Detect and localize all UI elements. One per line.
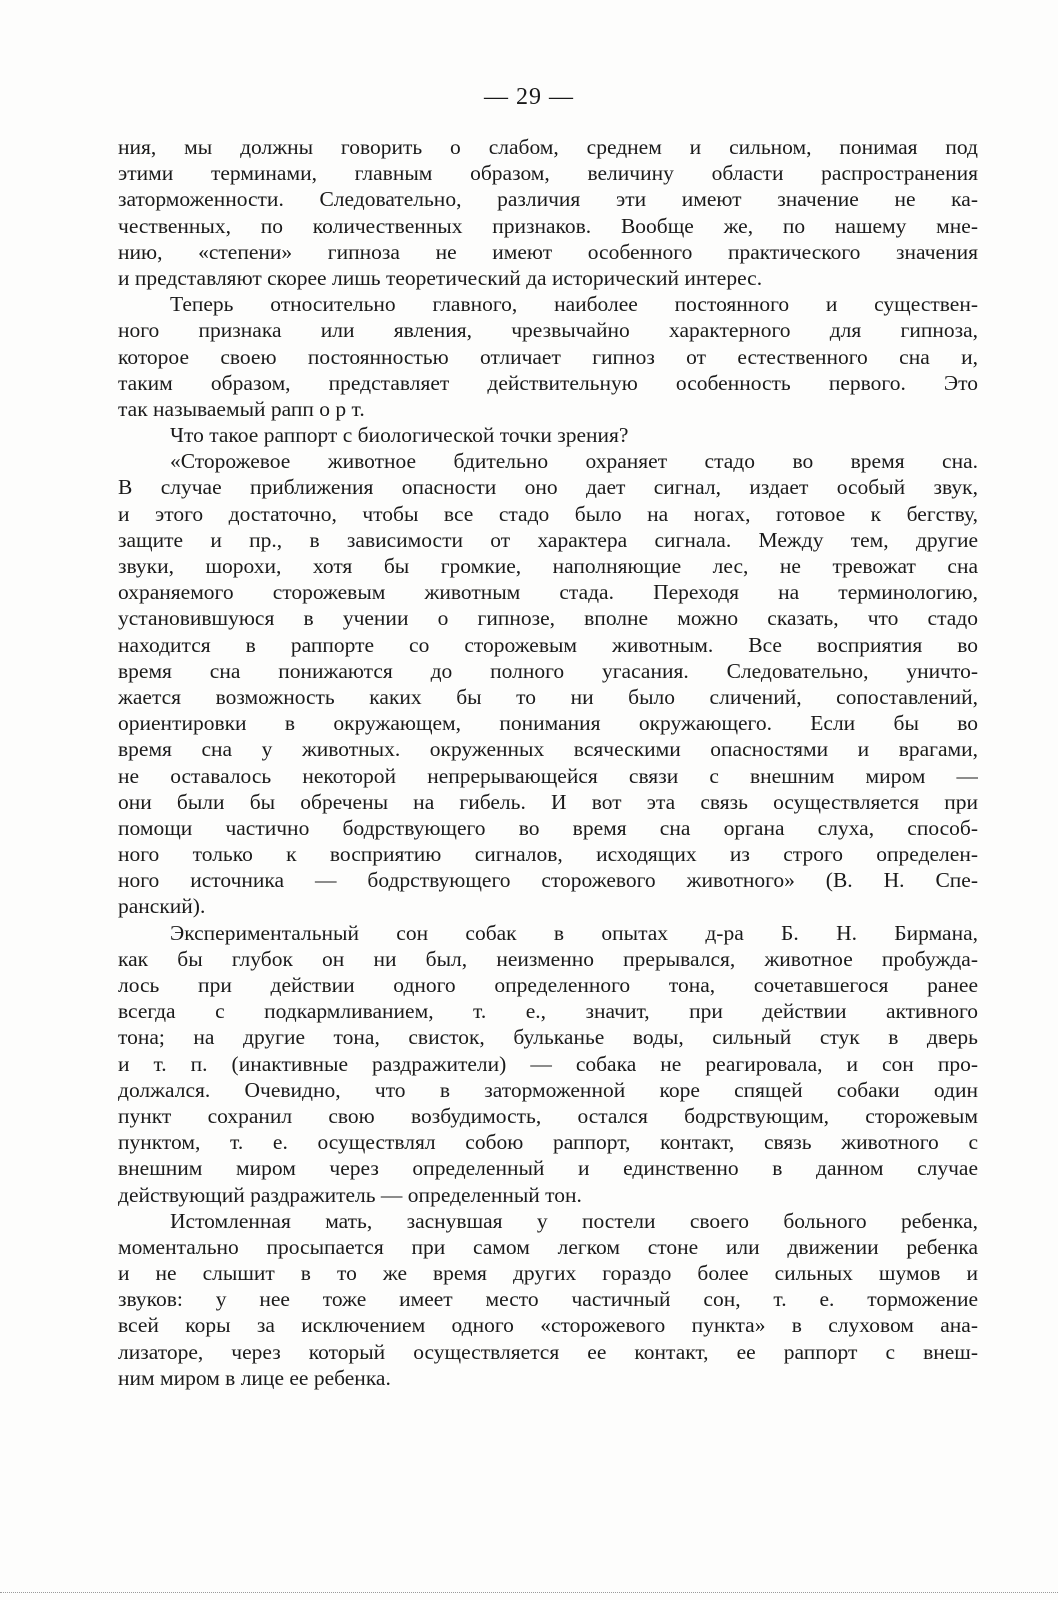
text-line: заторможенности. Следовательно, различия эти имеют значение не ка- [118, 187, 978, 212]
text-line: и т. п. (инактивные раздражители) — собака не реагировала, и сон про- [118, 1051, 978, 1076]
text-line: моментально просыпается при самом легком стоне или движении ребенка [118, 1234, 978, 1259]
text-line: звуки, шорохи, хотя бы громкие, наполняющие лес, не тревожат сна [118, 554, 978, 578]
text-line: В случае приближения опасности оно дает сигнал, издает особый звук, [118, 475, 978, 500]
text-line: действующий раздражитель — определенный тон. [118, 1182, 582, 1207]
bottom-edge-rule [0, 1592, 1058, 1594]
text-line: всей коры за исключением одного «сторожевого пункта» в слуховом ана- [118, 1313, 978, 1338]
body-text [118, 134, 978, 1391]
text-line: чественных, по количественных признаков. Вообще же, по нашему мне- [118, 213, 978, 238]
text-line: находится в раппорте со сторожевым животным. Все восприятия во [118, 632, 978, 657]
text-line: должался. Очевидно, что в заторможенной коре спящей собаки один [118, 1077, 978, 1102]
text-line: таким образом, представляет действительную особенность первого. Это [118, 370, 978, 395]
text-line: ориентировки в окружающем, понимания окружающего. Если бы во [118, 711, 978, 736]
text-line: лизаторе, через который осуществляется ее контакт, ее раппорт с внеш- [118, 1339, 978, 1364]
text-line: время сна у животных. окруженных всяческими опасностями и врагами, [118, 737, 978, 762]
text-line: ния, мы должны говорить о слабом, среднем и сильном, понимая под [118, 135, 978, 159]
text-line: помощи частично бодрствующего во время сна органа слуха, способ- [118, 815, 978, 840]
text-line: всегда с подкармливанием, т. е., значит, при действии активного [118, 999, 978, 1024]
text-line: и представляют скорее лишь теоретический да исторический интерес. [118, 265, 763, 290]
text-line: и не слышит в то же время других гораздо более сильных шумов и [118, 1261, 978, 1286]
text-line: «Сторожевое животное бдительно охраняет стадо во время сна. [170, 449, 978, 474]
text-line: ного только к восприятию сигналов, исходящих из строго определен- [118, 842, 978, 867]
text-line: тона; на другие тона, свисток, бульканье воды, сильный стук в дверь [118, 1025, 978, 1050]
text-line: звуков: у нее тоже имеет место частичный сон, т. е. торможение [118, 1287, 978, 1312]
text-line: установившуюся в учении о гипнозе, вполне можно сказать, что стадо [118, 606, 978, 631]
text-line: внешним миром через определенный и единственно в данном случае [118, 1156, 978, 1181]
text-line: этими терминами, главным образом, величину области распространения [118, 161, 978, 186]
text-line: охраняемого сторожевым животным стада. Переходя на терминологию, [118, 580, 978, 605]
text-line: и этого достаточно, чтобы все стадо было на ногах, готовое к бегству, [118, 501, 978, 526]
text-line: ного признака или явления, чрезвычайно характерного для гипноза, [118, 318, 978, 343]
text-line: Теперь относительно главного, наиболее постоянного и существен- [170, 292, 978, 317]
text-line: пункт сохранил свою возбудимость, остался бодрствующим, сторожевым [118, 1103, 978, 1128]
text-line: пунктом, т. е. осуществлял собою раппорт, контакт, связь животного с [118, 1130, 978, 1155]
text-line: ного источника — бодрствующего сторожевого животного» (В. Н. Спе- [118, 868, 978, 893]
text-line: время сна понижаются до полного угасания. Следовательно, уничто- [118, 658, 978, 683]
text-line: Истомленная мать, заснувшая у постели своего больного ребенка, [170, 1208, 978, 1233]
text-line: Экспериментальный сон собак в опытах д-ра Б. Н. Бирмана, [170, 920, 978, 945]
text-line: нию, «степени» гипноза не имеют особенного практического значения [118, 239, 978, 264]
text-line: ранский). [118, 894, 206, 919]
text-line: которое своею постоянностью отличает гипноз от естественного сна и, [118, 344, 978, 369]
text-line: ним миром в лице ее ребенка. [118, 1365, 391, 1390]
text-line: жается возможность каких бы то ни было сличений, сопоставлений, [118, 684, 978, 709]
page-number: — 29 — [484, 84, 574, 110]
text-line: не оставалось некоторой непрерывающейся связи с внешним миром — [118, 763, 978, 788]
text-line: так называемый рапп о р т. [118, 396, 365, 421]
text-line: лось при действии одного определенного тона, сочетавшегося ранее [118, 973, 978, 997]
text-line: защите и пр., в зависимости от характера сигнала. Между тем, другие [118, 527, 978, 552]
text-line: как бы глубок он ни был, неизменно прерывался, животное пробужда- [118, 946, 978, 971]
text-line: они были бы обречены на гибель. И вот эта связь осуществляется при [118, 789, 978, 814]
text-line: Что такое раппорт с биологической точки зрения? [170, 423, 629, 448]
